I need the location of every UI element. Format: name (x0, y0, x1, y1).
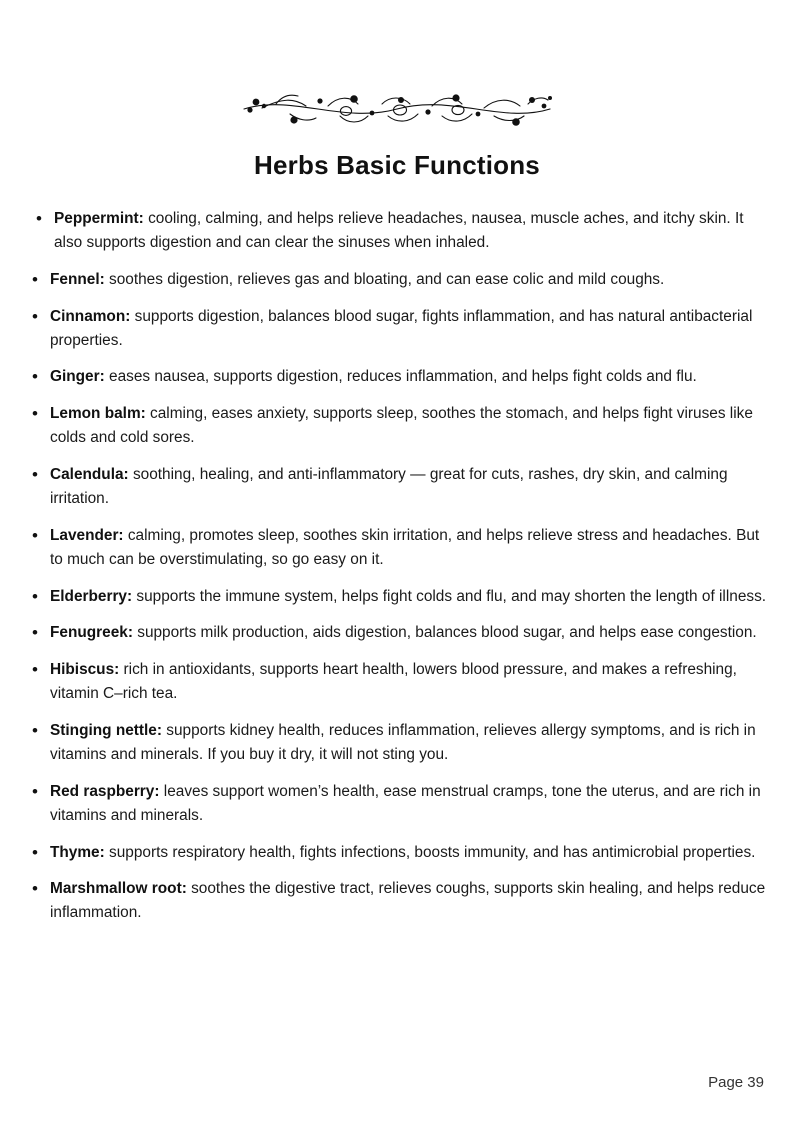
list-item (24, 841, 772, 865)
herb-description: calming, promotes sleep, soothes skin irritation, and helps relieve stress and headaches. But to much can be overstimulating, so go easy on it. (50, 526, 760, 568)
herb-name: Calendula: (50, 466, 129, 483)
herb-list (24, 207, 772, 925)
list-item (24, 524, 772, 572)
herb-name: Ginger: (50, 368, 105, 386)
list-item (24, 268, 772, 292)
list-item (24, 585, 772, 609)
herb-description: leaves support women’s health, ease menstrual cramps, tone the uterus, and are rich in vitamins and minerals. (50, 782, 761, 824)
herb-description: soothes the digestive tract, relieves coughs, supports skin healing, and helps reduce inflammation. (50, 880, 766, 922)
list-item (24, 207, 772, 255)
herb-description: calming, eases anxiety, supports sleep, soothes the stomach, and helps fight viruses like colds and cold sores. (50, 405, 753, 447)
herb-name: Marshmallow root: (50, 880, 187, 898)
herb-description: soothes digestion, relieves gas and bloating, and can ease colic and mild coughs. (104, 270, 665, 288)
herb-description: soothing, healing, and anti-inflammatory — great for cuts, rashes, dry skin, and calming irritation. (50, 466, 728, 507)
herb-description: supports digestion, balances blood sugar, fights inflammation, and has natural antibacterial properties. (50, 307, 753, 349)
herb-name: Stinging nettle: (50, 722, 162, 739)
herb-name: Thyme: (50, 843, 105, 861)
herb-name: Red raspberry: (50, 782, 160, 800)
herb-description: supports milk production, aids digestion, balances blood sugar, and helps ease congestion. (132, 624, 757, 642)
herb-name: Lemon balm: (50, 405, 146, 423)
list-item (24, 305, 772, 353)
page-number: Page 39 (708, 1074, 764, 1091)
list-item (24, 780, 772, 828)
herb-name: Peppermint: (54, 210, 144, 227)
herb-name: Elderberry: (50, 587, 133, 605)
herb-description: rich in antioxidants, supports heart health, lowers blood pressure, and makes a refreshing, vitamin C–rich tea. (50, 661, 737, 703)
list-item (24, 463, 772, 511)
floral-divider-ornament (0, 0, 794, 134)
herb-name: Cinnamon: (50, 307, 131, 325)
list-item (24, 877, 772, 925)
list-item (24, 658, 772, 706)
herb-description: supports kidney health, reduces inflammation, relieves allergy symptoms, and is rich in vitamins and minerals. If you buy it dry, it will not sting you. (50, 722, 756, 763)
page-title: Herbs Basic Functions (254, 150, 540, 180)
list-item (24, 719, 772, 767)
herb-description: supports respiratory health, fights infections, boosts immunity, and has antimicrobial properties. (104, 843, 756, 861)
herb-description: eases nausea, supports digestion, reduces inflammation, and helps fight colds and flu. (104, 368, 697, 386)
herb-name: Fenugreek: (50, 624, 133, 642)
list-item (24, 365, 772, 389)
herb-description: supports the immune system, helps fight colds and flu, and may shorten the length of illness. (132, 587, 767, 605)
herb-list-container (0, 207, 794, 925)
herb-name: Hibiscus: (50, 661, 120, 679)
herb-name: Fennel: (50, 270, 105, 288)
list-item (24, 402, 772, 450)
herb-description: cooling, calming, and helps relieve headaches, nausea, muscle aches, and itchy skin. It also supports digestion and can clear the sinuses when inhaled. (54, 210, 744, 251)
list-item (24, 621, 772, 645)
herb-name: Lavender: (50, 526, 124, 544)
